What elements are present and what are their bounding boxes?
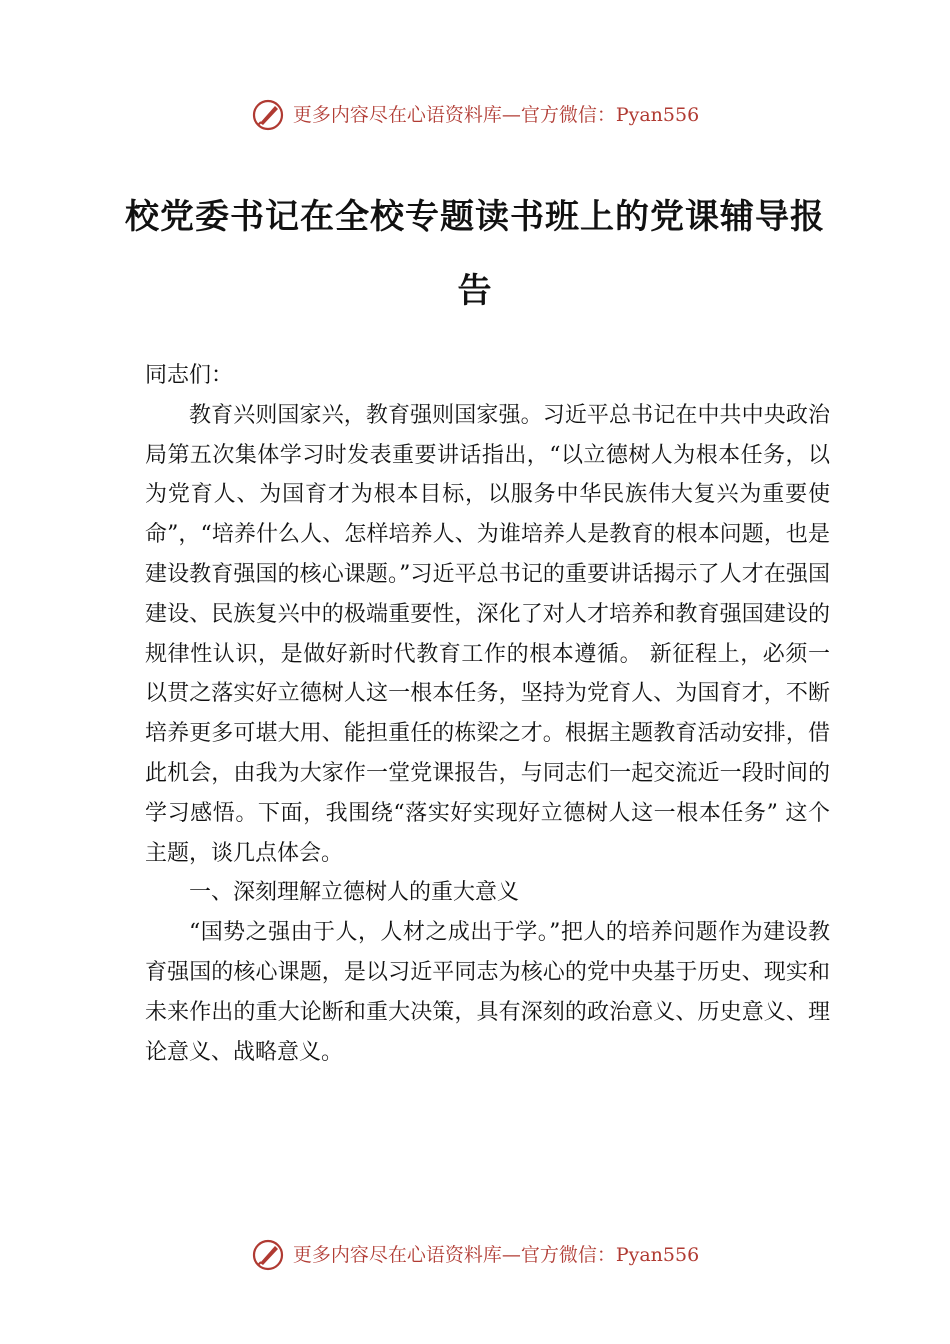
watermark-text: 更多内容尽在心语资料库—官方微信：Pyan556 [292,104,700,126]
quill-seal-icon [251,98,285,132]
salutation: 同志们： [145,363,234,388]
document-title: 校党委书记在全校专题读书班上的党课辅导报告 [125,197,825,311]
watermark-text: 更多内容尽在心语资料库—官方微信：Pyan556 [292,1244,700,1266]
quill-seal-icon [251,1238,285,1272]
footer-watermark-banner [0,1238,950,1272]
section-paragraph: “国势之强由于人，人材之成出于学。”把人的培养问题作为建设教育强国的核心课题，是以习近平同志为核心的党中央基于历史、现实和未来作出的重大论断和重大决策，具有深刻的政治意义、历史意义、理论意义、战略意义。 [145,920,830,1065]
section-heading: 一、深刻理解立德树人的重大意义 [189,880,520,906]
header-watermark-banner [0,98,950,132]
document-body [145,356,830,1072]
intro-paragraph: 教育兴则国家兴，教育强则国家强。习近平总书记在中共中央政治局第五次集体学习时发表重要讲话指出，“以立德树人为根本任务，以为党育人、为国育才为根本目标，以服务中华民族伟大复兴为重要使命”，“培养什么人、怎样培养人、为谁培养人是教育的根本问题，也是建设教育强国的核心课题。”习近平总书记的重要讲话揭示了人才在强国建设、民族复兴中的极端重要性，深化了对人才培养和教育强国建设的规律性认识，是做好新时代教育工作的根本遵循。 新征程上，必须一以贯之落实好立德树人这一根本任务，坚持为党育人、为国育才，不断培养更多可堪大用、能担重任的栋梁之才。根据主题教育活动安排，借此机会，由我为大家作一堂党课报告，与同志们一起交流近一段时间的学习感悟。下面，我围绕“落实好实现好立德树人这一根本任务” 这个主题，谈几点体会。 [145,402,830,866]
